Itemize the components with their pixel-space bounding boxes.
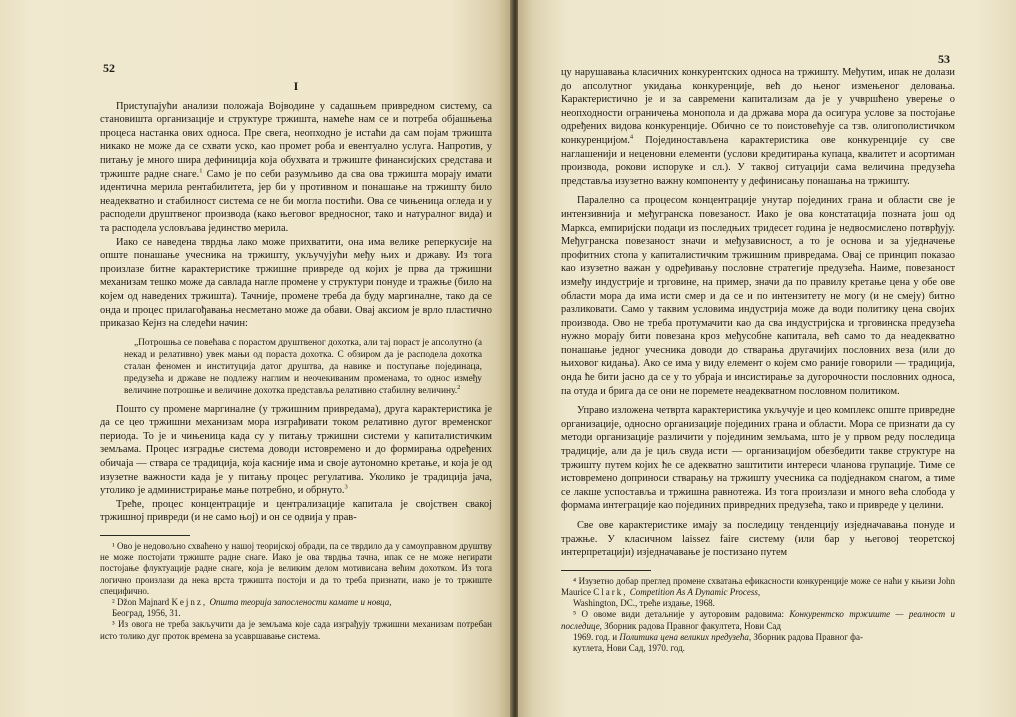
footnote: ⁴ Изузетно добар преглед промене схватања ефикасности конкуренције може се наћи у књизи John Maurice Clark, Competition As A Dynamic Process,	[561, 575, 955, 597]
footnote-continuation: Washington, DC., треће издање, 1968.	[573, 598, 715, 609]
paragraph: Иако се наведена тврдња лако може прихватити, она има велике реперкусије на опште понашање учесника на тржишту, укључујући међу њих и државу. Из тога произлазе битне карактеристике тржишне привреде од којих је прва да тржишни механизам тешко може да савлада нагле промене у структури понуде и тражње (било на којем од наведених тржишта). Тачније, промене треба да буду маргиналне, тако да се онда и процес прилагођавања несметано може да обави. Овај аксиом је врло пластично приказао Кејнз на следећи начин:	[100, 236, 492, 330]
paragraph: Пошто су промене маргиналне (у тржишним привредама), друга карактеристика је да се цео тржишни механизам мора изграђивати током релативно дугог временског периода. То је и чињеница када су у питању тржишни системи у капиталистичким земљама. Процес изградње система доводи истовремено и до формирања одређених обичаја — ствара се традиција, која касније има и своје аутономно кретање, и која је од изузетне важности када је у питању процес регулатива. Уколико је традиција јача, утолико је администрирање мање потребно, и обрнуто.$^3$	[100, 403, 492, 497]
footnote-marker: 1	[199, 167, 203, 175]
page-number: 52	[103, 61, 115, 75]
chapter-heading: I	[293, 79, 299, 93]
paragraph: Приступајући анализи положаја Војводине у садашњем привредном систему, са становишта организације и структуре тржишта, намеће нам се и потреба објашњења процеса настанка ових односа. Пре свега, неопходно је истаћи да сам појам тржишта никако не може да се схвати уско, као промет роба и евентуално услуга. Напротив, у питању је много шира дефиниција која обухвата и тржиште финансијских средстава и тржиште радне снаге.$^1$ Само је по себи разумљиво да сва ова тржишта морају имати идентична мерила рентабилитета, јер би у противном и понашање на тржишту било неадекватно и стабилност система се не би могла постићи. Ова се чињеница огледа и у расподели друштвеног производа (како његовог вредносног, тако и натуралног вида) и та расподела условљава јединство мерила.	[100, 100, 492, 234]
block-quote: „Потрошња се повећава с порастом друштвеног дохотка, али тај пораст је апсолутно (а некад и релативно) увек мањи од пораста дохотка. С обзиром да је расподела дохотка сталан феномен и институција датог друштва, да навике и поступање појединаца, предузећа и државе не подлежу наглим и неочекиваним променама, то однос између величине потрошње и величине дохотка представља релативно стабилну величину.$^2$	[124, 337, 482, 396]
footnote-divider	[561, 570, 651, 571]
left-page-text	[100, 80, 492, 642]
paragraph: Паралелно са процесом концентрације унутар појединих грана и области све је интензивнија и међугранска повезаност. Иако је ова констатација позната још од Маркса, емпиријски подаци из последњих тридесет година је недвосмислено потврђују. Међугранска повезаност значи и међузависност, а то је основа и за уједначење профитних стопа у капиталистичким тржишним привредама. Овај се принцип показао као изузетно важан у одређивању пословне стратегије предузећа. Наиме, повезаност између индустрије и трговине, на пример, значи да по правилу кретање цена у обе ове области мора да има исти смер и да се и по интензитету не могу (и не смеју) битно разликовати. Само у таквим условима индустрија може да води политику цена својих производа. Ово не треба протумачити као да сва индустријска и трговинска предузећа нужно морају бити повезана кроз међусобне капитала, већ само то да неадекватно понашање једног учесника доводи до стварања другачијих пословних веза (или до њиховог кидања). Ако се има у виду елемент о којем смо раније говорили — традиција, онда ће бити јасно да се у то убраја и инсистирање за дугорочности пословних односа, па отуда и брига да се они не поремете неадекватном пословном политиком.	[561, 195, 955, 397]
page-number: 53	[938, 52, 950, 66]
footnote: ² Džon Majnard Kejnz, Општа теорија запослености камате и новца,	[112, 597, 392, 608]
paragraph: Све ове карактеристике имају за последицу тенденцију изједначавања понуде и тражње. У класичном laissez faire систему (или бар у његовој теоретској интерпретацији) изједначавање је постизано путем	[561, 520, 955, 559]
footnote: ⁵ О овоме види детаљније у ауторовим радовима: Конкурентско тржиште — реалност и последице, Зборник радова Правног факултета, Нови Сад	[561, 609, 955, 631]
paragraph: Управо изложена четврта карактеристика укључује и цео комплекс опште привредне организације, односно организације појединих грана и области. Мора се признати да су методи организације различити у појединим земљама, што је у првом реду последица традиције, али да је циљ свуда исти — организацијом обезбедити такве структуре на тржишту путем којих ће се адекватно заштитити интереси чланова групације. Тиме се истовремено доприноси стварању на тржишту учесника са подједнаком снагом, а тиме се лакше успоставља и тржишна равнотежа. Из тога произлази и много већа слобода у формама интеграције као појединих привредних предузећа, тако и привреде у целини.	[561, 405, 955, 512]
footnote-marker: 2	[457, 383, 461, 391]
right-page-text	[561, 66, 955, 654]
footnote: ¹ Ово је недовољно схваћено у нашој теоријској обради, па се тврдило да у самоуправном друштву не може постојати тржиште радне снаге. Иако је ова тврдња тачна, ипак се не може негирати постојање флуктуације радне снаге, која је великим делом мотивисана већим дохотком. Из тога логично произлази да нека врста тржишта постоји и да то треба признати, иако је то тржиште специфично.	[100, 541, 492, 596]
right-page	[518, 0, 1016, 717]
footnotes	[561, 576, 955, 654]
footnote-continuation: кутлета, Нови Сад, 1970. год.	[573, 643, 685, 653]
footnote-divider	[100, 535, 190, 536]
footnote-continuation: 1969. год. и Политика цена великих предузећа, Зборник радова Правног фа-	[573, 631, 863, 642]
footnote-continuation: Београд, 1956, 31.	[112, 608, 181, 619]
paragraph: Треће, процес концентрације и централизације капитала је својствен свакој тржишној привреди (и не само њој) и он се одвија у прав-	[100, 498, 492, 524]
paragraph: цу нарушавања класичних конкурентских односа на тржишту. Међутим, ипак не долази до апсолутног укидања конкуренције, већ до њеног измењеног деловања. Карактеристично је и за савремени капитализам да је у учвршћено уверење о неопходности ограничења монопола и да држава мора да осигура услове за постојање одређених видова конкуренције. Обично се то поистовећује са тзв. олигополистичком конкуренцијом.$^4$ Појединостављена карактеристика ове конкуренције су све наглашенији и неценовни елементи (услови кредитирања купаца, квалитет и асортиман производа, рокови испоруке и сл.). У таквој ситуацији сама величина предузећа представља изузетно важну компоненту у дефинисању понашања на тржишту.	[561, 67, 955, 187]
footnote-marker: 4	[629, 133, 634, 141]
footnote-marker: 3	[344, 483, 348, 491]
footnotes	[100, 541, 492, 642]
footnote: ³ Из овога не треба закључити да је земљама које сада изграђују тржишни механизам потребан исто толико дуг проток времена за усавршавање система.	[100, 619, 492, 641]
